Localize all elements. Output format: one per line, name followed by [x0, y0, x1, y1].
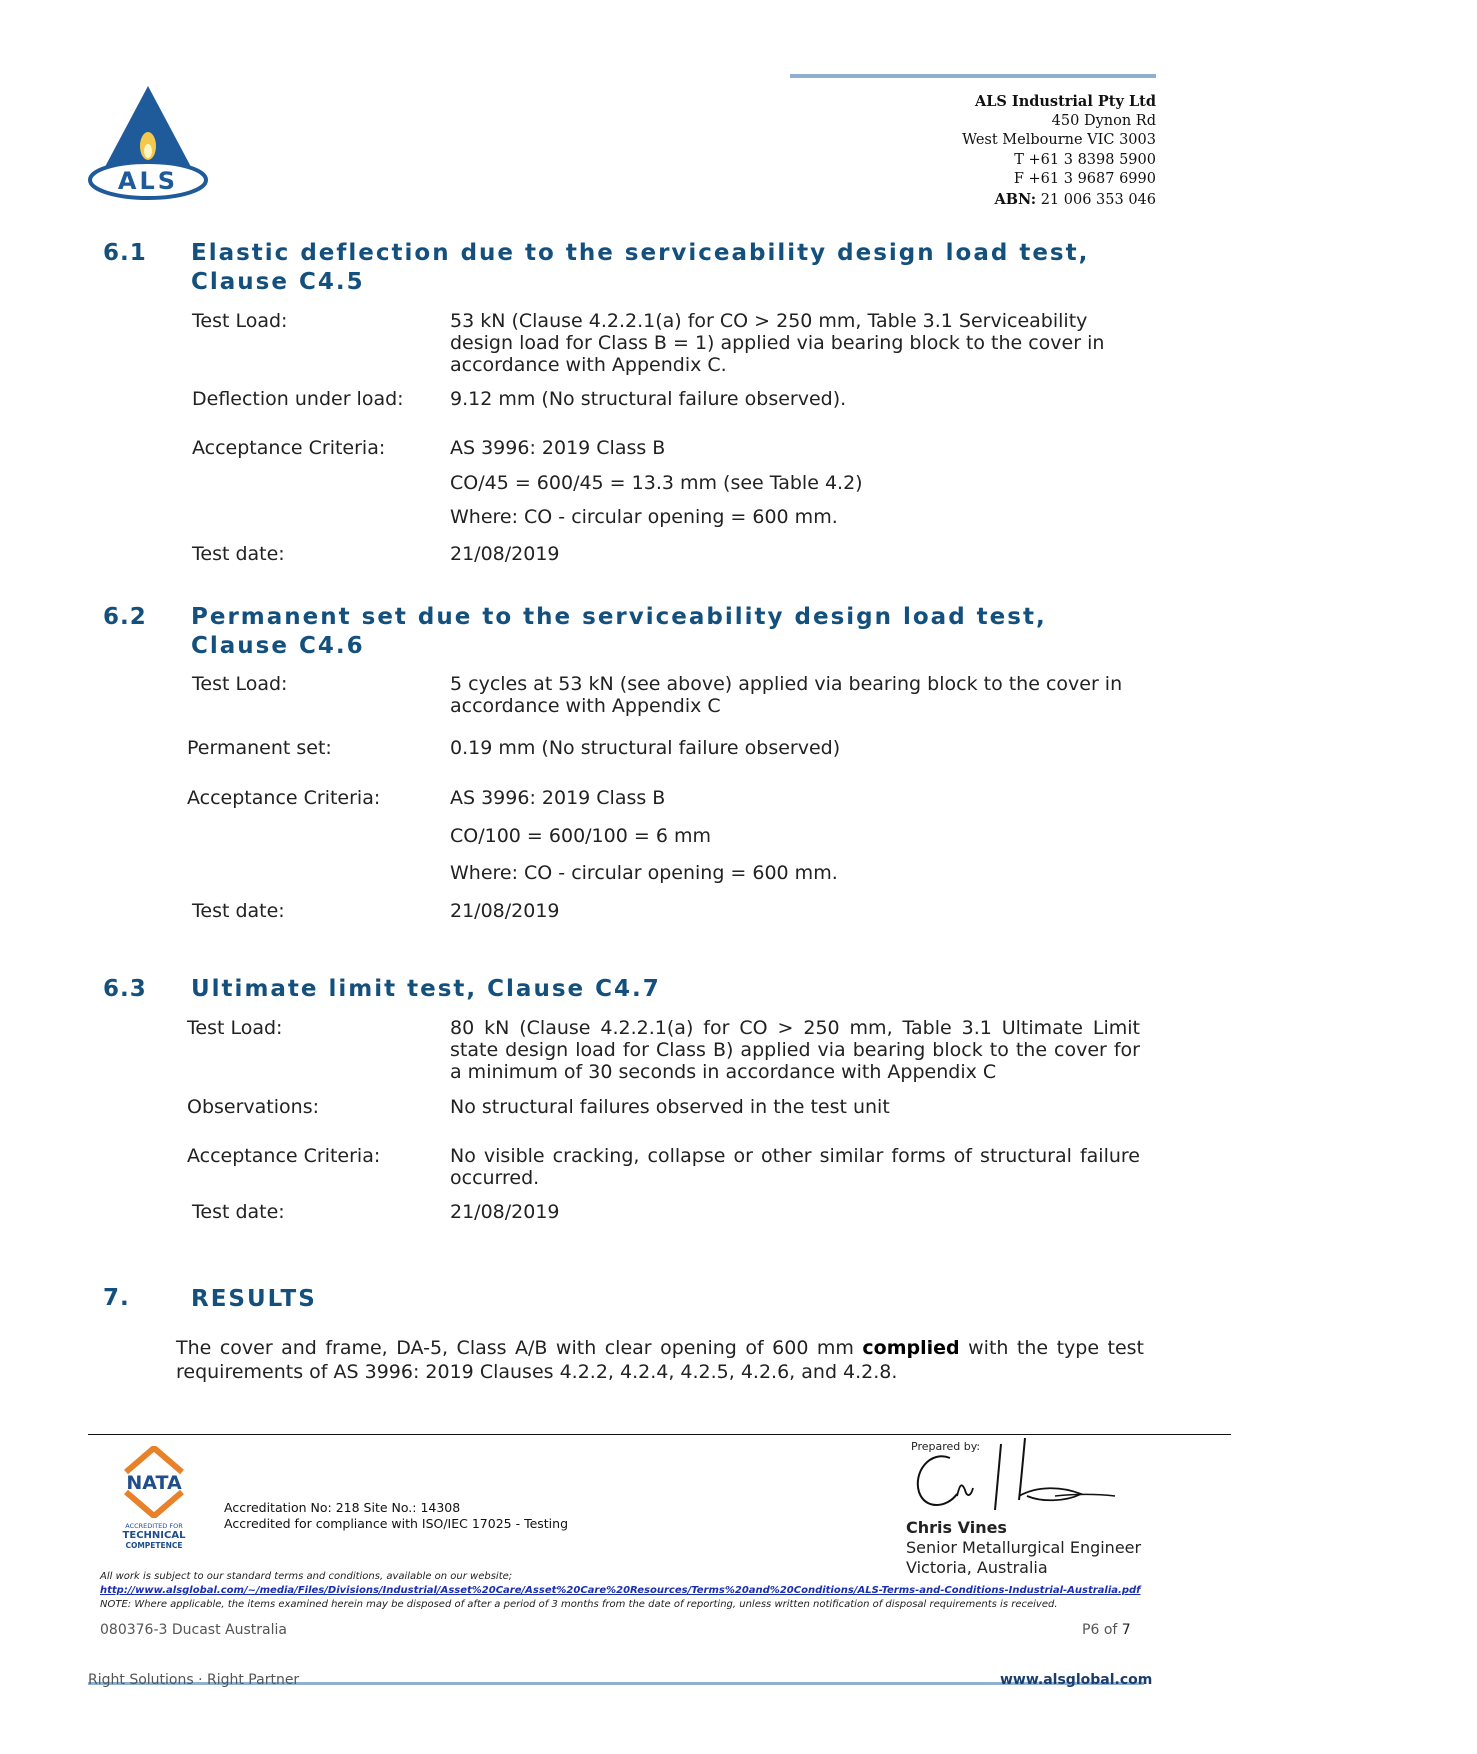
- prepared-by-label: Prepared by:: [911, 1440, 981, 1453]
- test-load-label: Test Load:: [192, 310, 288, 332]
- address-line: West Melbourne VIC 3003: [962, 132, 1156, 148]
- signatory-location: Victoria, Australia: [906, 1558, 1048, 1577]
- results-text-start: The cover and frame, DA-5, Class A/B with clear opening of 600 mm: [176, 1337, 863, 1359]
- test-load-label: Test Load:: [192, 673, 288, 695]
- als-logo-icon: [86, 84, 210, 202]
- test-load-value: 80 kN (Clause 4.2.2.1(a) for CO > 250 mm, Table 3.1 Ultimate Limit state design load for Class B) applied via bearing block to the cover for a minimum of 30 seconds in accordance with Appendix C: [450, 1017, 1140, 1083]
- criteria-definition: Where: CO - circular opening = 600 mm.: [450, 862, 838, 884]
- website-link[interactable]: www.alsglobal.com: [1000, 1672, 1153, 1688]
- test-date-label: Test date:: [192, 543, 285, 565]
- page-current: P6: [1082, 1622, 1100, 1638]
- svg-text:NATA: NATA: [126, 1472, 182, 1494]
- criteria-value: No visible cracking, collapse or other similar forms of structural failure occurred.: [450, 1145, 1140, 1189]
- abn-value: 21 006 353 046: [1040, 191, 1156, 208]
- terms-link[interactable]: http://www.alsglobal.com/~/media/Files/Divisions/Industrial/Asset%20Care/Asset%20Care%20Resources/Terms%20and%20Conditions/ALS-Terms-and-Conditions-Industrial-Australia.pdf: [100, 1585, 1141, 1596]
- criteria-formula: CO/45 = 600/45 = 13.3 mm (see Table 4.2): [450, 472, 863, 494]
- section-6-1-title-line-1: Elastic deflection due to the serviceability design load test,: [191, 240, 1090, 266]
- page-number: [1082, 1622, 1131, 1638]
- page-total: 7: [1121, 1622, 1131, 1638]
- section-6-1-number: 6.1: [103, 240, 147, 266]
- test-date-label: Test date:: [192, 900, 285, 922]
- address-line: 450 Dynon Rd: [1051, 112, 1156, 129]
- accreditation-statement: Accredited for compliance with ISO/IEC 17025 - Testing: [224, 1516, 569, 1531]
- section-6-2-title-line-2: Clause C4.6: [191, 633, 365, 659]
- section-6-2-title-line-1: Permanent set due to the serviceability design load test,: [191, 604, 1047, 630]
- results-text-end: with the type test requirements of AS 3996: 2019 Clauses 4.2.2, 4.2.4, 4.2.5, 4.2.6, and 4.2.8.: [176, 1337, 1144, 1383]
- results-paragraph: [176, 1336, 1144, 1384]
- section-6-1-title: [191, 239, 1091, 297]
- abn-label: ABN:: [994, 190, 1037, 208]
- footer-divider: [88, 1434, 1231, 1435]
- disposal-note: NOTE: Where applicable, the items examined herein may be disposed of after a period of 3 months from the date of reporting, unless written notification of disposal requirements is received.: [100, 1599, 1058, 1610]
- address-fax: F +61 3 9687 6990: [1013, 171, 1156, 187]
- permanent-set-value: 0.19 mm (No structural failure observed): [450, 737, 841, 759]
- deflection-label: Deflection under load:: [192, 388, 404, 410]
- test-load-label: Test Load:: [187, 1017, 283, 1039]
- document-reference: 080376-3 Ducast Australia: [100, 1622, 287, 1638]
- tagline: Right Solutions · Right Partner: [88, 1672, 300, 1688]
- permanent-set-label: Permanent set:: [187, 737, 332, 759]
- section-6-1-title-line-2: Clause C4.5: [191, 269, 365, 295]
- test-load-value: 53 kN (Clause 4.2.2.1(a) for CO > 250 mm, Table 3.1 Serviceability design load for Class B = 1) applied via bearing block to the cover in accordance with Appendix C.: [450, 310, 1105, 376]
- abn-line: [962, 190, 1156, 211]
- observations-value: No structural failures observed in the test unit: [450, 1096, 890, 1118]
- section-7-number: 7.: [103, 1285, 130, 1311]
- criteria-standard: AS 3996: 2019 Class B: [450, 437, 666, 459]
- section-7-title: RESULTS: [191, 1286, 317, 1312]
- als-logo: [86, 84, 210, 202]
- test-load-value: 5 cycles at 53 kN (see above) applied via bearing block to the cover in accordance with Appendix C: [450, 673, 1123, 717]
- criteria-standard: AS 3996: 2019 Class B: [450, 787, 666, 809]
- signature-icon: [905, 1438, 1125, 1520]
- criteria-formula: CO/100 = 600/100 = 6 mm: [450, 825, 711, 847]
- header-divider: [790, 74, 1156, 78]
- acceptance-criteria-label: Acceptance Criteria:: [192, 437, 386, 459]
- svg-text:ALS: ALS: [117, 167, 179, 195]
- deflection-value: 9.12 mm (No structural failure observed).: [450, 388, 847, 410]
- section-6-3-number: 6.3: [103, 976, 147, 1002]
- nata-logo: [112, 1446, 196, 1562]
- company-name: ALS Industrial Pty Ltd: [974, 93, 1156, 110]
- nata-sub-3: COMPETENCE: [125, 1541, 183, 1550]
- signatory-title: Senior Metallurgical Engineer: [906, 1538, 1142, 1557]
- nata-logo-icon: [112, 1446, 196, 1518]
- section-6-2-title: [191, 603, 1091, 661]
- nata-sub-1: ACCREDITED FOR: [125, 1522, 183, 1530]
- acceptance-criteria-label: Acceptance Criteria:: [187, 787, 381, 809]
- results-text-complied: complied: [862, 1337, 960, 1359]
- observations-label: Observations:: [187, 1096, 319, 1118]
- accreditation-number: Accreditation No: 218 Site No.: 14308: [224, 1500, 461, 1515]
- test-date-value: 21/08/2019: [450, 1201, 560, 1223]
- signatory-name: Chris Vines: [906, 1518, 1007, 1537]
- section-6-2-number: 6.2: [103, 604, 147, 630]
- section-6-3-title: Ultimate limit test, Clause C4.7: [191, 976, 661, 1002]
- criteria-definition: Where: CO - circular opening = 600 mm.: [450, 506, 838, 528]
- page-of: of: [1103, 1622, 1118, 1638]
- terms-statement: All work is subject to our standard terms and conditions, available on our website;: [100, 1571, 513, 1582]
- signature: [905, 1438, 1125, 1520]
- test-date-value: 21/08/2019: [450, 543, 560, 565]
- acceptance-criteria-label: Acceptance Criteria:: [187, 1145, 381, 1167]
- test-date-value: 21/08/2019: [450, 900, 560, 922]
- terms-block: [100, 1570, 1160, 1612]
- test-date-label: Test date:: [192, 1201, 285, 1223]
- nata-sub-2: TECHNICAL: [122, 1530, 186, 1541]
- address-phone: T +61 3 8398 5900: [1014, 151, 1156, 168]
- company-address: [962, 92, 1156, 210]
